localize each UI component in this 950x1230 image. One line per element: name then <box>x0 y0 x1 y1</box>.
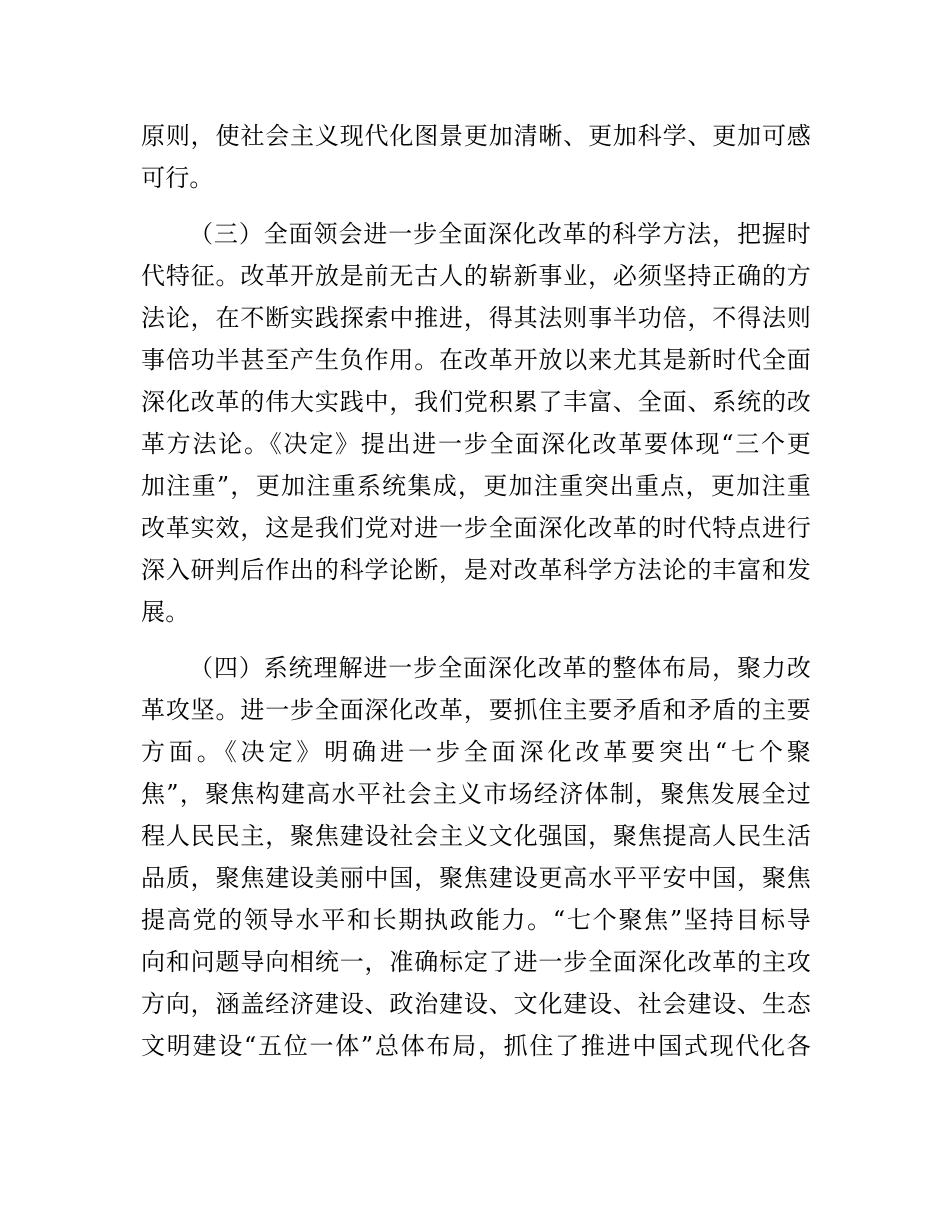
text-line: 向和问题导向相统一，准确标定了进一步全面深化改革的主攻 <box>141 948 811 976</box>
text-line: 革攻坚。进一步全面深化改革，要抓住主要矛盾和矛盾的主要 <box>141 696 811 724</box>
text-line: 深入研判后作出的科学论断，是对改革科学方法论的丰富和发 <box>141 556 811 584</box>
document-body <box>141 115 811 1067</box>
paragraph-spacer <box>141 633 811 647</box>
paragraph <box>141 213 811 633</box>
text-line: 可行。 <box>141 164 214 192</box>
text-line: 加注重”，更加注重系统集成，更加注重突出重点，更加注重 <box>141 472 811 500</box>
text-line: 革方法论。《决定》提出进一步全面深化改革要体现“三个更 <box>141 430 811 458</box>
text-line: 深化改革的伟大实践中，我们党积累了丰富、全面、系统的改 <box>141 388 811 416</box>
paragraph <box>141 115 811 199</box>
paragraph <box>141 647 811 1067</box>
text-line: 事倍功半甚至产生负作用。在改革开放以来尤其是新时代全面 <box>141 346 811 374</box>
text-line: 法论，在不断实践探索中推进，得其法则事半功倍，不得法则 <box>141 304 811 332</box>
text-line: 展。 <box>141 598 190 626</box>
text-line: 程人民民主，聚焦建设社会主义文化强国，聚焦提高人民生活 <box>141 822 811 850</box>
text-line: 方面。《决定》明确进一步全面深化改革要突出“七个聚 <box>141 738 811 766</box>
paragraph-spacer <box>141 199 811 213</box>
text-line: 改革实效，这是我们党对进一步全面深化改革的时代特点进行 <box>141 514 811 542</box>
text-line: （三）全面领会进一步全面深化改革的科学方法，把握时 <box>189 220 811 248</box>
text-line: 方向，涵盖经济建设、政治建设、文化建设、社会建设、生态 <box>141 990 811 1018</box>
text-line: 原则，使社会主义现代化图景更加清晰、更加科学、更加可感 <box>141 122 811 150</box>
text-line: 品质，聚焦建设美丽中国，聚焦建设更高水平平安中国，聚焦 <box>141 864 811 892</box>
text-line: （四）系统理解进一步全面深化改革的整体布局，聚力改 <box>189 654 811 682</box>
text-line: 文明建设“五位一体”总体布局，抓住了推进中国式现代化各 <box>141 1032 811 1060</box>
text-line: 代特征。改革开放是前无古人的崭新事业，必须坚持正确的方 <box>141 262 811 290</box>
text-line: 焦”，聚焦构建高水平社会主义市场经济体制，聚焦发展全过 <box>141 780 811 808</box>
text-line: 提高党的领导水平和长期执政能力。“七个聚焦”坚持目标导 <box>141 906 811 934</box>
